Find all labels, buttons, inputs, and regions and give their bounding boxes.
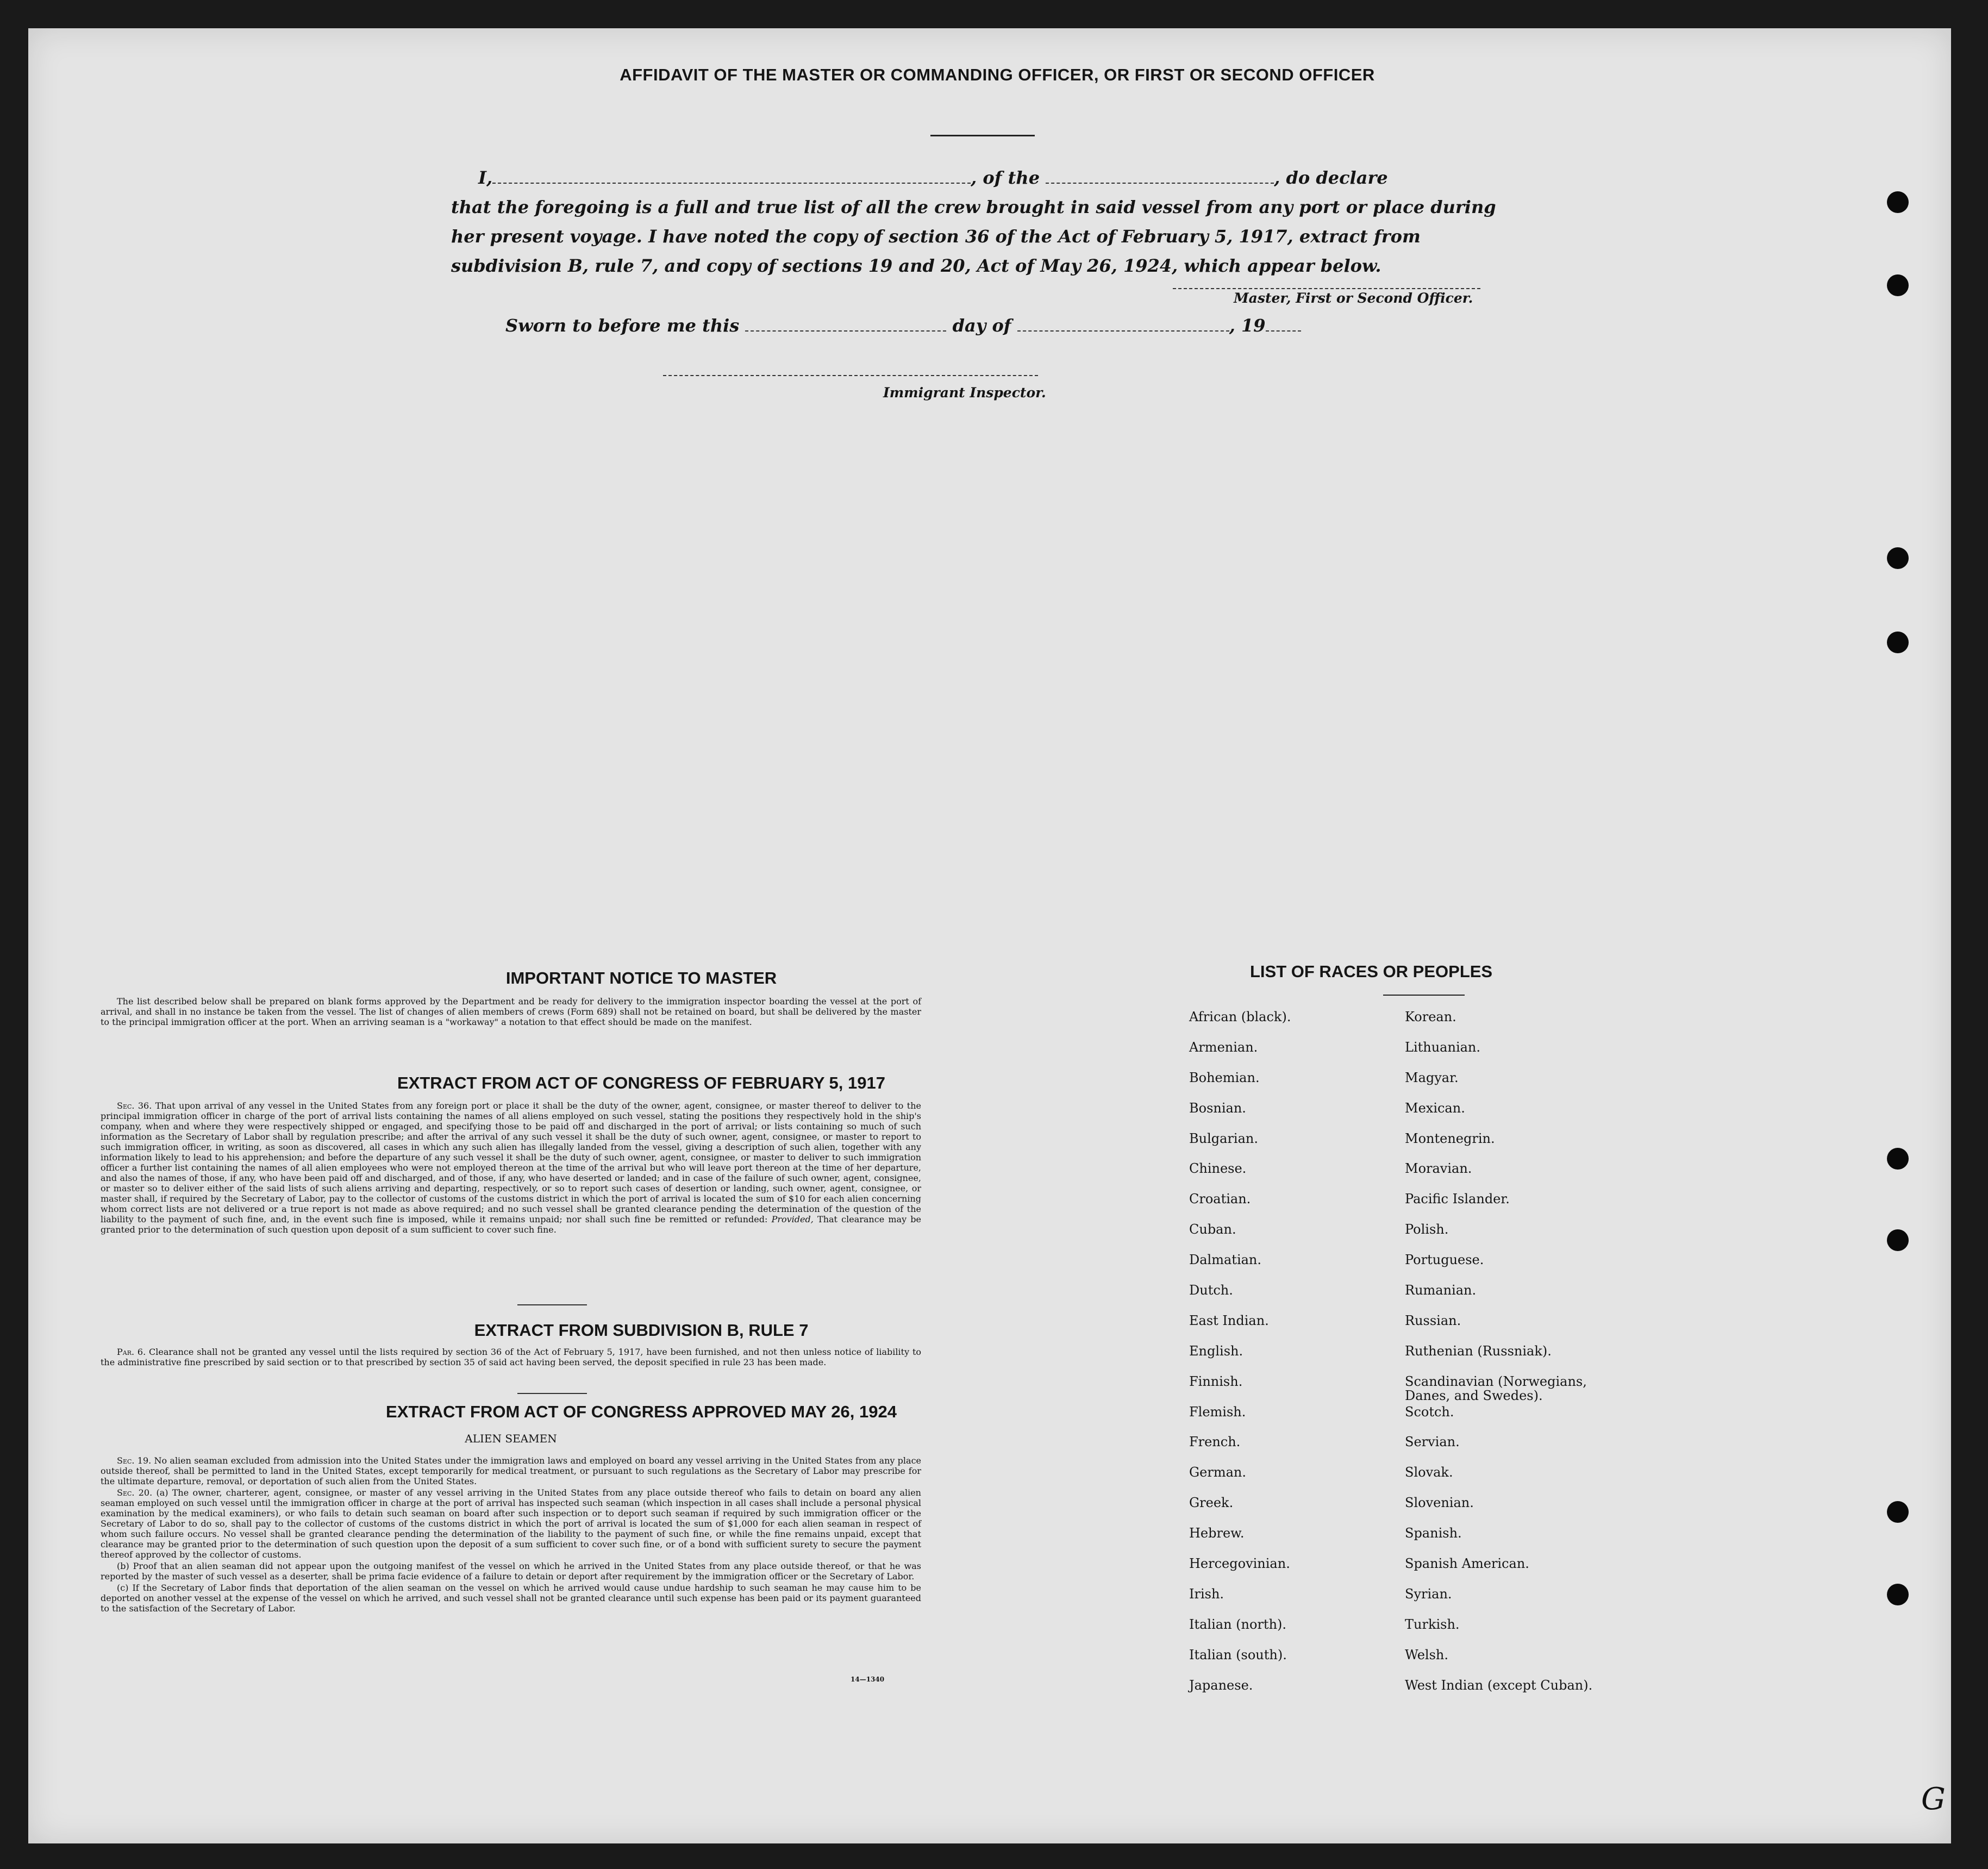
punch-hole xyxy=(1887,1229,1909,1251)
divider xyxy=(1383,995,1465,996)
sec-19-text: No alien seaman excluded from admission into the United States under the immigration laws and employed on board any vessel arriving in the United States from any place outside thereof, shall be permitted to land in the United States, except temporarily for medical treatment, or pursuant to such regulations as the Secretary of Labor may prescribe for the ultimate departure, removal, or deportation of such alien from the United States. xyxy=(101,1455,922,1486)
divider xyxy=(517,1304,587,1305)
act-1917-text xyxy=(101,1101,921,1236)
race-item: Dutch. xyxy=(1189,1283,1233,1298)
race-item: Mexican. xyxy=(1405,1100,1465,1116)
sworn-year-blank[interactable] xyxy=(1266,330,1301,332)
sec-19-label: Sec. 19. xyxy=(117,1455,152,1466)
race-item: Pacific Islander. xyxy=(1405,1191,1510,1207)
race-item: Polish. xyxy=(1405,1222,1449,1237)
race-item: English. xyxy=(1189,1343,1243,1359)
sec-20-label: Sec. 20. xyxy=(117,1487,153,1498)
race-item: French. xyxy=(1189,1434,1241,1450)
act-1917-title: EXTRACT FROM ACT OF CONGRESS OF FEBRUARY 5, 1917 xyxy=(397,1073,885,1092)
affidavit-declaration: that the foregoing is a full and true list of all the crew brought in said vessel from any port or place during her present voyage. I have noted the copy of section 36 of the Act of February 5, 1917, extract from subdivision B, rule 7, and copy of sections 19 and 20, Act of May 26, 1924, which appear below. xyxy=(451,197,1496,276)
race-item: Servian. xyxy=(1405,1434,1460,1450)
act-1917-proviso-text: That clearance may be granted prior to the determination of such question upon deposit of a sum sufficient to cover such fine. xyxy=(101,1214,922,1235)
race-item: Bosnian. xyxy=(1189,1100,1246,1116)
race-item: Italian (north). xyxy=(1189,1616,1287,1632)
race-item: Hercegovinian. xyxy=(1189,1556,1290,1572)
race-item: Croatian. xyxy=(1189,1191,1251,1207)
race-item: German. xyxy=(1189,1465,1246,1480)
race-item: Italian (south). xyxy=(1189,1647,1287,1662)
race-item: Slovenian. xyxy=(1405,1495,1474,1511)
vessel-blank[interactable] xyxy=(1046,183,1274,184)
race-item: East Indian. xyxy=(1189,1312,1269,1328)
race-item: Spanish American. xyxy=(1405,1556,1529,1572)
form-number: 14—1340 xyxy=(851,1676,885,1683)
race-item: African (black). xyxy=(1189,1009,1291,1024)
punch-hole xyxy=(1887,1148,1909,1170)
affidavit-line1-mid: , of the xyxy=(971,167,1040,188)
race-item: Chinese. xyxy=(1189,1161,1247,1177)
notice-paragraph: The list described below shall be prepared on blank forms approved by the Department and be ready for delivery to the immigration inspector boarding the vessel at the port of arrival, and shall in no instance be taken from the vessel. The list of changes of alien members of crews (Form 689) shall not be retained on board, but shall be delivered by the master to the principal immigration officer at the port. When an arriving seaman is a "workaway" a notation to that effect should be made on the manifest. xyxy=(101,996,921,1027)
race-item: Ruthenian (Russniak). xyxy=(1405,1343,1552,1359)
race-item: Montenegrin. xyxy=(1405,1130,1495,1146)
punch-hole xyxy=(1887,1584,1909,1605)
notice-title: IMPORTANT NOTICE TO MASTER xyxy=(505,968,777,987)
sec-20-a-text: (a) The owner, charterer, agent, consignee, or master of any vessel arriving in the United States from any place outside thereof who fails to detain on board any alien seaman employed on such vessel until the immigration officer in charge at the port of arrival has inspected such seaman (which inspection in all cases shall include a personal physical examination by the medical examiners), or who fails to detain such seaman on board after such inspection or to deport such seaman if required by such immigration officer or the Secretary of Labor to do so, shall pay to the collector of customs of the customs district in which the port of arrival is located the sum of $1,000 for each alien seaman in respect of whom such failure occurs. No vessel shall be granted clearance pending the determination of the liability to the payment of such fine, or while the fine remains unpaid, except that clearance may be granted prior to the determination of such question upon the deposit of a sum sufficient to cover such fine, or of a bond with sufficient surety to secure the payment thereof approved by the collector of customs. xyxy=(101,1487,921,1560)
race-item: Moravian. xyxy=(1405,1161,1472,1177)
inspector-signature-line[interactable] xyxy=(663,375,1038,376)
divider xyxy=(930,135,1035,136)
punch-hole xyxy=(1887,1501,1909,1523)
rule-7-title: EXTRACT FROM SUBDIVISION B, RULE 7 xyxy=(474,1321,809,1340)
race-item: Finnish. xyxy=(1189,1373,1243,1389)
sworn-prefix: Sworn to before me this xyxy=(505,315,740,336)
race-item: Russian. xyxy=(1405,1312,1461,1328)
affidavit-line1-prefix: I, xyxy=(478,167,493,188)
race-item: Armenian. xyxy=(1189,1039,1258,1055)
affidavit-title: AFFIDAVIT OF THE MASTER OR COMMANDING OFFICER, OR FIRST OR SECOND OFFICER xyxy=(620,65,1375,84)
rule-7-par-label: Par. 6. xyxy=(117,1347,146,1357)
race-item: West Indian (except Cuban). xyxy=(1405,1677,1593,1693)
act-1917-section-label: Sec. 36. xyxy=(117,1101,152,1111)
act-1917-proviso-label: Provided, xyxy=(771,1214,814,1224)
race-item: Rumanian. xyxy=(1405,1283,1477,1298)
race-item: Scandinavian (Norwegians, Danes, and Swedes). xyxy=(1405,1373,1587,1403)
rule-7-text xyxy=(101,1347,921,1368)
race-item: Turkish. xyxy=(1405,1616,1460,1632)
sworn-suffix: , 19 xyxy=(1229,315,1266,336)
sworn-mid: day of xyxy=(952,315,1011,336)
race-item: Irish. xyxy=(1189,1586,1224,1602)
notice-text xyxy=(101,996,921,1028)
races-list-left xyxy=(1189,1010,1291,1708)
race-item: Bulgarian. xyxy=(1189,1130,1258,1146)
handwritten-page-mark: G xyxy=(1921,1782,1946,1817)
sec-20-b-text: (b) Proof that an alien seaman did not appear upon the outgoing manifest of the vessel on which he arrived in the United States from any place outside thereof, or that he was reported by the master of such vessel as a deserter, shall be prima facie evidence of a failure to detain or deport after requirement by the immigration officer or the Secretary of Labor. xyxy=(101,1561,921,1582)
race-item: Bohemian. xyxy=(1189,1070,1260,1085)
races-list-right xyxy=(1405,1010,1611,1708)
affidavit-body xyxy=(451,163,1527,280)
sworn-day-blank[interactable] xyxy=(745,330,946,332)
race-item: Japanese. xyxy=(1189,1677,1253,1693)
sec-20-c-text: (c) If the Secretary of Labor finds that deportation of the alien seaman on the vessel on which he arrived would cause undue hardship to such seaman he may cause him to be deported on another vessel at the expense of the vessel on which he arrived, and such vessel shall not be granted clearance until such expense has been paid or its payment guaranteed to the satisfaction of the Secretary of Labor. xyxy=(101,1583,921,1614)
punch-hole xyxy=(1887,191,1909,213)
races-title: LIST OF RACES OR PEOPLES xyxy=(1250,962,1493,981)
master-signature-label: Master, First or Second Officer. xyxy=(1234,290,1473,306)
race-item: Syrian. xyxy=(1405,1586,1452,1602)
race-item: Cuban. xyxy=(1189,1222,1236,1237)
race-item: Magyar. xyxy=(1405,1070,1459,1085)
act-1924-subtitle: ALIEN SEAMEN xyxy=(465,1432,557,1445)
race-item: Lithuanian. xyxy=(1405,1039,1481,1055)
race-item: Flemish. xyxy=(1189,1404,1246,1420)
act-1924-text xyxy=(101,1455,921,1615)
race-item: Hebrew. xyxy=(1189,1526,1245,1541)
inspector-signature-label: Immigrant Inspector. xyxy=(883,385,1046,401)
race-item: Welsh. xyxy=(1405,1647,1448,1662)
affidavit-line1-suffix: , do declare xyxy=(1274,167,1388,188)
divider xyxy=(517,1393,587,1394)
act-1917-section-text: That upon arrival of any vessel in the United States from any foreign port or place it shall be the duty of the owner, agent, consignee, or master thereof to deliver to the principal immigration officer in charge of the port of arrival lists containing the names of all aliens employed on such vessel, stating the positions they respectively hold in the ship's company, when and where they were respectively shipped or engaged, and specifying those to be paid off and discharged in the port of arrival; or lists containing so much of such information as the Secretary of Labor shall by regulation prescribe; and after the arrival of any such vessel it shall be the duty of such owner, agent, consignee, or master to report to such immigration officer, in writing, as soon as discovered, all cases in which any such alien has illegally landed from the vessel, giving a description of such alien, together with any information likely to lead to his apprehension; and before the departure of any such vessel it shall be the duty of such owner, agent, consignee, or master to deliver to such immigration officer a further list containing the names of all alien employees who were not employed thereon at the time of the arrival but who will leave port thereon at the time of her departure, and also the names of those, if any, who have been paid off and discharged, and of those, if any, who have deserted or landed; and in case of the failure of such owner, agent, consignee, or master so to deliver either of the said lists of such aliens arriving and departing, respectively, or so to report such cases of desertion or landing, such owner, agent, consignee, or master shall, if required by the Secretary of Labor, pay to the collector of customs of the customs district in which the port of arrival is located the sum of $10 for each alien concerning whom correct lists are not delivered or a true report is not made as above required; and no such vessel shall be granted clearance pending the determination of the question of the liability to the payment of such fine, and, in the event such fine is imposed, while it remains unpaid; nor shall such fine be remitted or refunded: xyxy=(101,1101,921,1224)
race-item: Scotch. xyxy=(1405,1404,1454,1420)
sworn-month-blank[interactable] xyxy=(1017,330,1229,332)
act-1924-title: EXTRACT FROM ACT OF CONGRESS APPROVED MAY 26, 1924 xyxy=(386,1402,897,1421)
rule-7-par-text: Clearance shall not be granted any vessel until the lists required by section 36 of the Act of February 5, 1917, have been furnished, and not then unless notice of liability to the administrative fine prescribed by said section or to that prescribed by section 35 of said act having been served, the deposit specified in rule 23 has been made. xyxy=(101,1347,922,1367)
race-item: Spanish. xyxy=(1405,1526,1462,1541)
punch-hole xyxy=(1887,547,1909,569)
sworn-line xyxy=(505,315,1301,336)
punch-hole xyxy=(1887,274,1909,296)
race-item: Greek. xyxy=(1189,1495,1234,1511)
race-item: Portuguese. xyxy=(1405,1252,1484,1268)
punch-hole xyxy=(1887,632,1909,653)
race-item: Korean. xyxy=(1405,1009,1456,1024)
name-blank[interactable] xyxy=(492,183,971,184)
race-item: Dalmatian. xyxy=(1189,1252,1262,1268)
race-item: Slovak. xyxy=(1405,1465,1453,1480)
